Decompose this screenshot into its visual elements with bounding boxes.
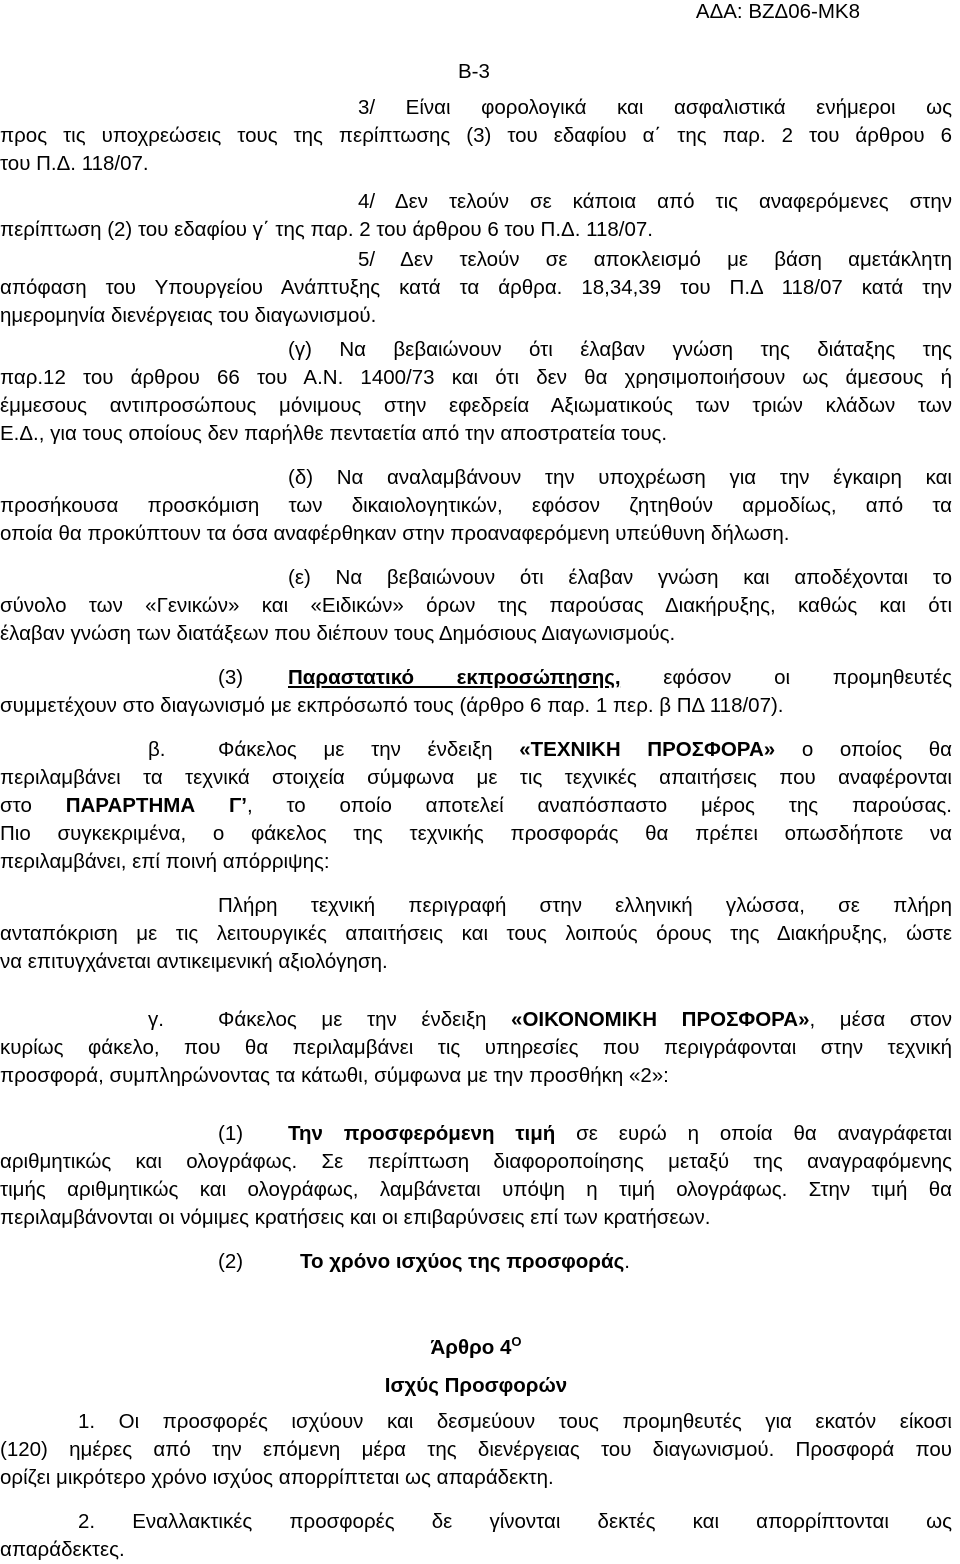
- line-pre: Φάκελος με την ένδειξη: [218, 738, 520, 761]
- line: έλαβαν γνώση των διατάξεων που διέπουν τους Δημόσιους Διαγωνισμούς.: [0, 622, 676, 645]
- paragraph-representation: [0, 664, 952, 720]
- document-page: [0, 58, 952, 1564]
- line: [0, 1248, 952, 1276]
- line: απαράδεκτες.: [0, 1537, 125, 1561]
- line: προσφορά, συμπληρώνοντας τα κάτωθι, σύμφωνα με την προσθήκη «2»:: [0, 1064, 669, 1087]
- line: περίπτωση (2) του εδαφίου γ΄ της παρ. 2 του άρθρου 6 του Π.Δ. 118/07.: [0, 218, 653, 241]
- item-number: γ.: [148, 1008, 164, 1031]
- paragraph-offers-validity: [0, 1408, 952, 1492]
- line: περιλαμβάνει τα τεχνικά στοιχεία σύμφωνα με τις τεχνικές απαιτήσεις που αναφέρονται: [0, 766, 952, 789]
- line: απόφαση του Υπουργείου Ανάπτυξης κατά τα άρθρα. 18,34,39 του Π.Δ 118/07 κατά την: [0, 276, 952, 299]
- line: 1. Οι προσφορές ισχύουν και δεσμεύουν τους προμηθευτές για εκατόν είκοσι: [78, 1409, 952, 1433]
- paragraph-financial-offer: [0, 1006, 952, 1090]
- article-title: [0, 1328, 952, 1362]
- line: (γ) Να βεβαιώνουν ότι έλαβαν γνώση της διάταξης της: [288, 338, 952, 361]
- line: [0, 664, 952, 692]
- line: Ε.Δ., για τους οποίους δεν παρήλθε πενταετία από την αποστρατεία τους.: [0, 422, 668, 445]
- item-number: β.: [148, 738, 166, 761]
- line-pre: Φάκελος με την ένδειξη: [218, 1008, 512, 1031]
- line: κυρίως φάκελο, που θα περιλαμβάνει τις υπηρεσίες που περιγράφονται στην τεχνική: [0, 1036, 952, 1059]
- item-number: (3): [218, 666, 244, 689]
- paragraph-4: [0, 188, 952, 244]
- line-post: , το οποίο αποτελεί αναπόσπαστο μέρος της παρούσας.: [246, 794, 952, 817]
- line: Πιο συγκεκριμένα, ο φάκελος της τεχνικής προσφοράς θα πρέπει οπωσδήποτε να: [0, 822, 952, 845]
- page-label: Β-3: [458, 60, 490, 83]
- article-subtitle: Ισχύς Προσφορών: [384, 1373, 568, 1397]
- line: να επιτυγχάνεται αντικειμενική αξιολόγηση.: [0, 950, 388, 973]
- line-post: ο οποίος θα: [775, 738, 952, 761]
- line: ορίζει μικρότερο χρόνο ισχύος απορρίπτεται ως απαράδεκτη.: [0, 1465, 554, 1489]
- line: 4/ Δεν τελούν σε κάποια από τις αναφερόμενες στην: [358, 190, 952, 213]
- article-heading: [0, 1328, 952, 1400]
- line-pre: στο: [0, 794, 66, 817]
- paragraph-epsilon: [0, 564, 952, 648]
- bold-term: Παραστατικό εκπροσώπησης,: [288, 666, 621, 689]
- article-title-text: Άρθρο 4: [430, 1335, 512, 1359]
- line: του Π.Δ. 118/07.: [0, 152, 149, 175]
- line-post: , μέσα στον: [809, 1008, 952, 1031]
- line: οποία θα προκύπτουν τα όσα αναφέρθηκαν στην προαναφερόμενη υπεύθυνη δήλωση.: [0, 522, 790, 545]
- paragraph-alternative-offers: [0, 1508, 952, 1564]
- line: ανταπόκριση με τις λειτουργικές απαιτήσεις και τους λοιπούς όρους της Διακήρυξης, ώστε: [0, 922, 952, 945]
- item-number: (2): [218, 1250, 244, 1273]
- line: περιλαμβάνει, επί ποινή απόρριψης:: [0, 850, 330, 873]
- line: αριθμητικώς και ολογράφως. Σε περίπτωση διαφοροποίησης μεταξύ της αναγραφόμενης: [0, 1150, 952, 1173]
- line: παρ.12 του άρθρου 66 του Α.Ν. 1400/73 και ότι δεν θα χρησιμοποιήσουν ως άμεσους ή: [0, 366, 952, 389]
- line: περιλαμβάνονται οι νόμιμες κρατήσεις και οι επιβαρύνσεις επί των κρατήσεων.: [0, 1206, 711, 1229]
- line: (120) ημέρες από την επόμενη μέρα της διενέργειας του διαγωνισμού. Προσφορά που: [0, 1437, 952, 1461]
- paragraph-description: [0, 892, 952, 976]
- line: 5/ Δεν τελούν σε αποκλεισμό με βάση αμετάκλητη: [358, 248, 952, 271]
- bold-term: ΠΑΡΑΡΤΗΜΑ Γ’: [65, 794, 247, 817]
- line: [0, 736, 952, 764]
- line: (ε) Να βεβαιώνουν ότι έλαβαν γνώση και αποδέχονται το: [288, 566, 952, 589]
- line-rest: εφόσον οι προμηθευτές: [620, 666, 952, 689]
- bold-term: «ΤΕΧΝΙΚΗ ΠΡΟΣΦΟΡΑ»: [519, 738, 776, 761]
- line: Πλήρη τεχνική περιγραφή στην ελληνική γλώσσα, σε πλήρη: [218, 894, 952, 917]
- line-rest: .: [624, 1250, 630, 1273]
- line: (δ) Να αναλαμβάνουν την υποχρέωση για την έγκαιρη και: [288, 466, 952, 489]
- line: τιμής αριθμητικώς και ολογράφως, λαμβάνεται υπόψη η τιμή ολογράφως. Στην τιμή θα: [0, 1178, 952, 1201]
- paragraph-price: [0, 1120, 952, 1232]
- paragraph-gamma: [0, 336, 952, 448]
- bold-term: Το χρόνο ισχύος της προσφοράς: [300, 1250, 625, 1273]
- line: [0, 1120, 952, 1148]
- line: 3/ Είναι φορολογικά και ασφαλιστικά ενήμεροι ως: [358, 96, 952, 119]
- paragraph-delta: [0, 464, 952, 548]
- line: ημερομηνία διενέργειας του διαγωνισμού.: [0, 304, 377, 327]
- line: [0, 1006, 952, 1034]
- item-number: (1): [218, 1122, 244, 1145]
- paragraph-5: [0, 246, 952, 330]
- paragraph-validity: [0, 1248, 952, 1276]
- ada-code: ΑΔΑ: ΒΖΔ06-ΜΚ8: [695, 0, 860, 23]
- paragraph-technical-offer: [0, 736, 952, 876]
- line-rest: σε ευρώ η οποία θα αναγράφεται: [555, 1122, 952, 1145]
- bold-term: Την προσφερόμενη τιμή: [288, 1122, 556, 1145]
- line: προς τις υποχρεώσεις τους της περίπτωσης (3) του εδαφίου α΄ της παρ. 2 του άρθρου 6: [0, 124, 952, 147]
- article-title-superscript: Ο: [511, 1334, 522, 1349]
- line: σύνολο των «Γενικών» και «Ειδικών» όρων της παρούσας Διακήρυξης, καθώς και ότι: [0, 594, 952, 617]
- line: προσήκουσα προσκόμιση των δικαιολογητικών, εφόσον ζητηθούν αρμοδίως, από τα: [0, 494, 952, 517]
- bold-term: «ΟΙΚΟΝΟΜΙΚΗ ΠΡΟΣΦΟΡΑ»: [511, 1008, 810, 1031]
- paragraph-3: [0, 94, 952, 178]
- line: έμμεσους αντιπροσώπους μόνιμους στην εφεδρεία Αξιωματικούς των τριών κλάδων των: [0, 394, 952, 417]
- line: [0, 792, 952, 820]
- line: συμμετέχουν στο διαγωνισμό με εκπρόσωπό τους (άρθρο 6 παρ. 1 περ. β ΠΔ 118/07).: [0, 694, 784, 717]
- line: 2. Εναλλακτικές προσφορές δε γίνονται δεκτές και απορρίπτονται ως: [78, 1509, 952, 1533]
